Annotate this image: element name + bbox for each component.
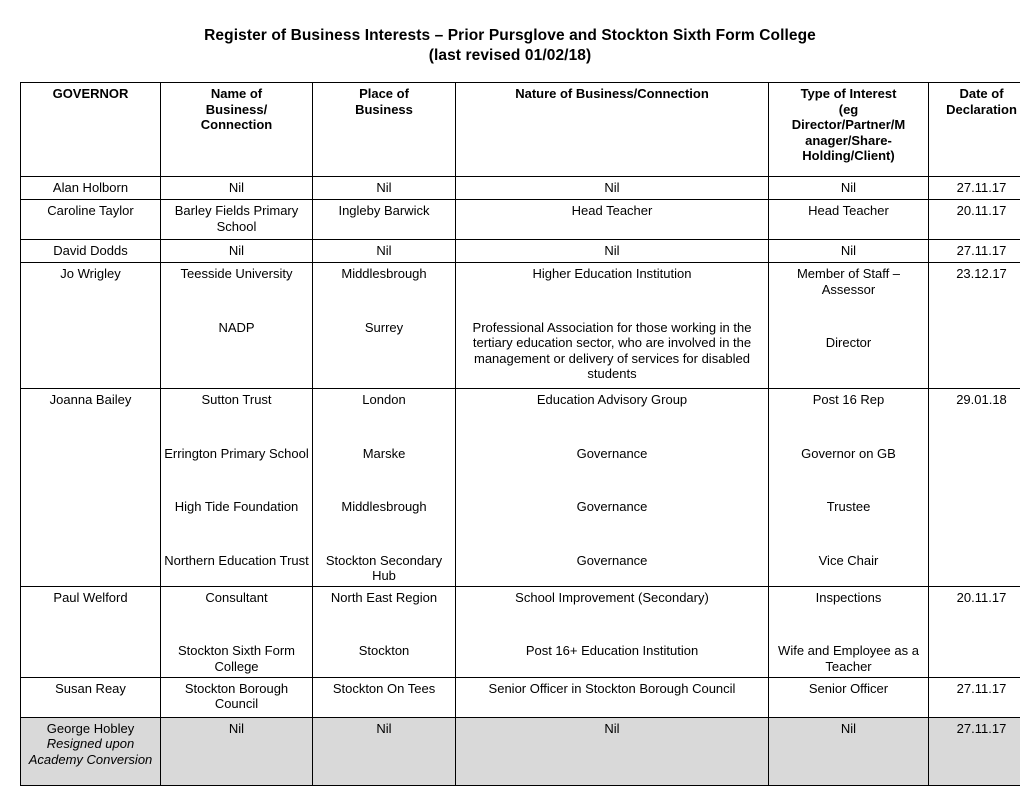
cell-nature-of-business-entry: Post 16+ Education Institution — [525, 643, 699, 658]
cell-place-of-business — [313, 586, 456, 677]
cell-date-of-declaration: 27.11.17 — [929, 717, 1020, 785]
column-header-date-line-1: Date of — [959, 86, 1004, 101]
cell-place-of-business-entry: Middlesbrough — [341, 499, 427, 514]
cell-place-of-business-entry: Middlesbrough — [341, 266, 427, 281]
cell-type-of-interest-entry: Senior Officer — [808, 680, 889, 696]
table-header — [21, 83, 1020, 177]
cell-name-of-business — [161, 677, 313, 717]
cell-type-of-interest-entry: Inspections — [815, 589, 882, 605]
cell-place-of-business-entry: Nil — [376, 720, 392, 736]
cell-name-of-business-entry: Nil — [228, 180, 245, 195]
cell-nature-of-business-entry: Nil — [604, 180, 620, 195]
column-header-nature-of-business: Nature of Business/Connection — [456, 83, 769, 177]
column-header-type-line-1: Type of Interest — [800, 86, 897, 101]
cell-name-of-business-entry: NADP — [218, 319, 255, 335]
cell-place-of-business — [313, 263, 456, 389]
cell-governor — [21, 677, 161, 717]
cell-type-of-interest-entry: Governor on GB — [801, 445, 896, 461]
cell-name-of-business-entry: Northern Education Trust — [164, 552, 309, 568]
cell-name-of-business — [161, 240, 313, 263]
table-row — [21, 200, 1020, 240]
cell-governor — [21, 200, 161, 240]
column-header-type-of-interest — [769, 83, 929, 177]
table-row — [21, 240, 1020, 263]
cell-place-of-business — [313, 717, 456, 785]
register-of-business-interests-table — [20, 82, 1020, 786]
cell-nature-of-business — [456, 263, 769, 389]
column-header-type-line-4: anager/Share- — [805, 132, 892, 148]
column-header-type-line-5: Holding/Client) — [802, 148, 895, 163]
column-header-place-line-1: Place of — [359, 86, 409, 101]
governor-name: Caroline Taylor — [47, 203, 134, 218]
column-header-governor: GOVERNOR — [21, 83, 161, 177]
cell-type-of-interest-entry: Nil — [840, 720, 857, 736]
cell-name-of-business — [161, 200, 313, 240]
column-header-date-of-declaration — [929, 83, 1020, 177]
cell-nature-of-business-entry: Senior Officer in Stockton Borough Council — [488, 680, 736, 696]
cell-type-of-interest-entry: Head Teacher — [808, 203, 889, 218]
cell-governor — [21, 389, 161, 587]
cell-nature-of-business — [456, 717, 769, 785]
cell-nature-of-business — [456, 389, 769, 587]
governor-name: Jo Wrigley — [60, 266, 121, 281]
table-row — [21, 677, 1020, 717]
table-body — [21, 177, 1020, 786]
page-title-line-1: Register of Business Interests – Prior Pursglove and Stockton Sixth Form College — [204, 27, 816, 44]
table-row — [21, 177, 1020, 200]
cell-nature-of-business — [456, 240, 769, 263]
column-header-name-line-3: Connection — [200, 117, 273, 132]
cell-name-of-business-entry: Nil — [228, 243, 245, 258]
column-header-name-of-business — [161, 83, 313, 177]
cell-place-of-business-entry: Ingleby Barwick — [338, 203, 430, 218]
cell-type-of-interest — [769, 240, 929, 263]
cell-nature-of-business-entry: School Improvement (Secondary) — [515, 589, 709, 605]
table-row — [21, 263, 1020, 389]
cell-type-of-interest — [769, 586, 929, 677]
cell-place-of-business — [313, 240, 456, 263]
cell-nature-of-business-entry: Governance — [576, 552, 648, 568]
governor-name: Joanna Bailey — [49, 392, 132, 407]
governor-name: Susan Reay — [55, 680, 126, 696]
governor-name: David Dodds — [53, 243, 128, 258]
cell-name-of-business-entry: Sutton Trust — [201, 392, 272, 407]
cell-name-of-business — [161, 717, 313, 785]
cell-type-of-interest — [769, 263, 929, 389]
cell-name-of-business-entry: Nil — [228, 720, 245, 736]
cell-nature-of-business-entry: Nil — [604, 720, 620, 736]
cell-nature-of-business-entry: Professional Association for those working in the tertiary education sector, who are involved in the management or delivery of services for disabled students — [472, 319, 752, 381]
column-header-name-line-2: Business/ — [205, 101, 268, 117]
cell-type-of-interest-entry: Post 16 Rep — [812, 392, 885, 407]
cell-nature-of-business-entry: Governance — [576, 445, 648, 461]
column-header-place-of-business — [313, 83, 456, 177]
cell-type-of-interest-entry: Wife and Employee as a Teacher — [778, 643, 919, 674]
table-row — [21, 586, 1020, 677]
cell-type-of-interest — [769, 200, 929, 240]
governor-status-note: Resigned upon Academy Conversion — [28, 736, 153, 767]
cell-place-of-business-entry: Stockton — [358, 643, 410, 658]
cell-nature-of-business-entry: Head Teacher — [571, 203, 653, 218]
page-title-line-2: (last revised 01/02/18) — [428, 47, 592, 64]
cell-place-of-business-entry: Stockton On Tees — [332, 680, 436, 696]
cell-date-of-declaration: 29.01.18 — [929, 389, 1020, 587]
cell-name-of-business-entry: Barley Fields Primary School — [174, 203, 299, 234]
column-header-name-line-1: Name of — [210, 86, 263, 101]
cell-name-of-business-entry: Teesside University — [180, 266, 293, 281]
column-header-date-line-2: Declaration — [946, 101, 1017, 117]
cell-nature-of-business-entry: Higher Education Institution — [532, 266, 692, 281]
cell-place-of-business-entry: London — [362, 392, 406, 407]
cell-type-of-interest — [769, 389, 929, 587]
cell-type-of-interest-entry: Nil — [840, 180, 857, 195]
table-row — [21, 717, 1020, 785]
cell-type-of-interest-entry: Member of Staff – Assessor — [796, 266, 901, 297]
column-header-type-line-3: Director/Partner/M — [791, 117, 906, 132]
cell-name-of-business-entry: Stockton Sixth Form College — [177, 643, 296, 674]
cell-nature-of-business-entry: Education Advisory Group — [536, 392, 688, 407]
table-header-row — [21, 83, 1020, 177]
cell-name-of-business — [161, 263, 313, 389]
cell-date-of-declaration: 20.11.17 — [929, 586, 1020, 677]
cell-nature-of-business — [456, 586, 769, 677]
cell-place-of-business-entry: North East Region — [330, 589, 438, 605]
cell-nature-of-business-entry: Nil — [604, 243, 620, 258]
cell-date-of-declaration: 27.11.17 — [929, 240, 1020, 263]
governor-name: Alan Holborn — [52, 180, 129, 195]
governor-name: Paul Welford — [53, 589, 128, 605]
cell-date-of-declaration: 27.11.17 — [929, 677, 1020, 717]
cell-nature-of-business — [456, 177, 769, 200]
cell-type-of-interest — [769, 677, 929, 717]
cell-name-of-business — [161, 389, 313, 587]
cell-name-of-business-entry: Stockton Borough Council — [184, 680, 289, 711]
cell-name-of-business — [161, 177, 313, 200]
cell-governor — [21, 240, 161, 263]
cell-place-of-business-entry: Surrey — [364, 319, 404, 335]
cell-name-of-business-entry: Errington Primary School — [164, 445, 309, 461]
cell-type-of-interest-entry: Trustee — [826, 499, 871, 514]
cell-date-of-declaration: 27.11.17 — [929, 177, 1020, 200]
cell-place-of-business-entry: Marske — [362, 445, 406, 461]
cell-place-of-business — [313, 389, 456, 587]
cell-type-of-interest — [769, 177, 929, 200]
cell-date-of-declaration: 23.12.17 — [929, 263, 1020, 389]
column-header-type-line-2: (eg — [838, 101, 859, 117]
table-row — [21, 389, 1020, 587]
page-title — [0, 0, 1020, 66]
cell-nature-of-business — [456, 677, 769, 717]
cell-place-of-business — [313, 200, 456, 240]
cell-nature-of-business — [456, 200, 769, 240]
cell-nature-of-business-entry: Governance — [576, 499, 648, 514]
column-header-place-line-2: Business — [355, 101, 413, 117]
cell-name-of-business-entry: High Tide Foundation — [174, 499, 299, 514]
cell-place-of-business-entry: Nil — [376, 180, 392, 195]
cell-place-of-business — [313, 677, 456, 717]
cell-governor — [21, 717, 161, 785]
cell-governor — [21, 177, 161, 200]
cell-type-of-interest-entry: Director — [825, 335, 872, 350]
cell-date-of-declaration: 20.11.17 — [929, 200, 1020, 240]
cell-place-of-business — [313, 177, 456, 200]
cell-type-of-interest-entry: Nil — [840, 243, 857, 258]
cell-governor — [21, 586, 161, 677]
cell-type-of-interest-entry: Vice Chair — [818, 552, 879, 568]
cell-governor — [21, 263, 161, 389]
cell-name-of-business-entry: Consultant — [205, 589, 268, 605]
cell-place-of-business-entry: Nil — [376, 243, 392, 258]
cell-place-of-business-entry: Stockton Secondary Hub — [325, 552, 443, 583]
cell-name-of-business — [161, 586, 313, 677]
governor-name: George Hobley — [46, 720, 135, 736]
cell-type-of-interest — [769, 717, 929, 785]
